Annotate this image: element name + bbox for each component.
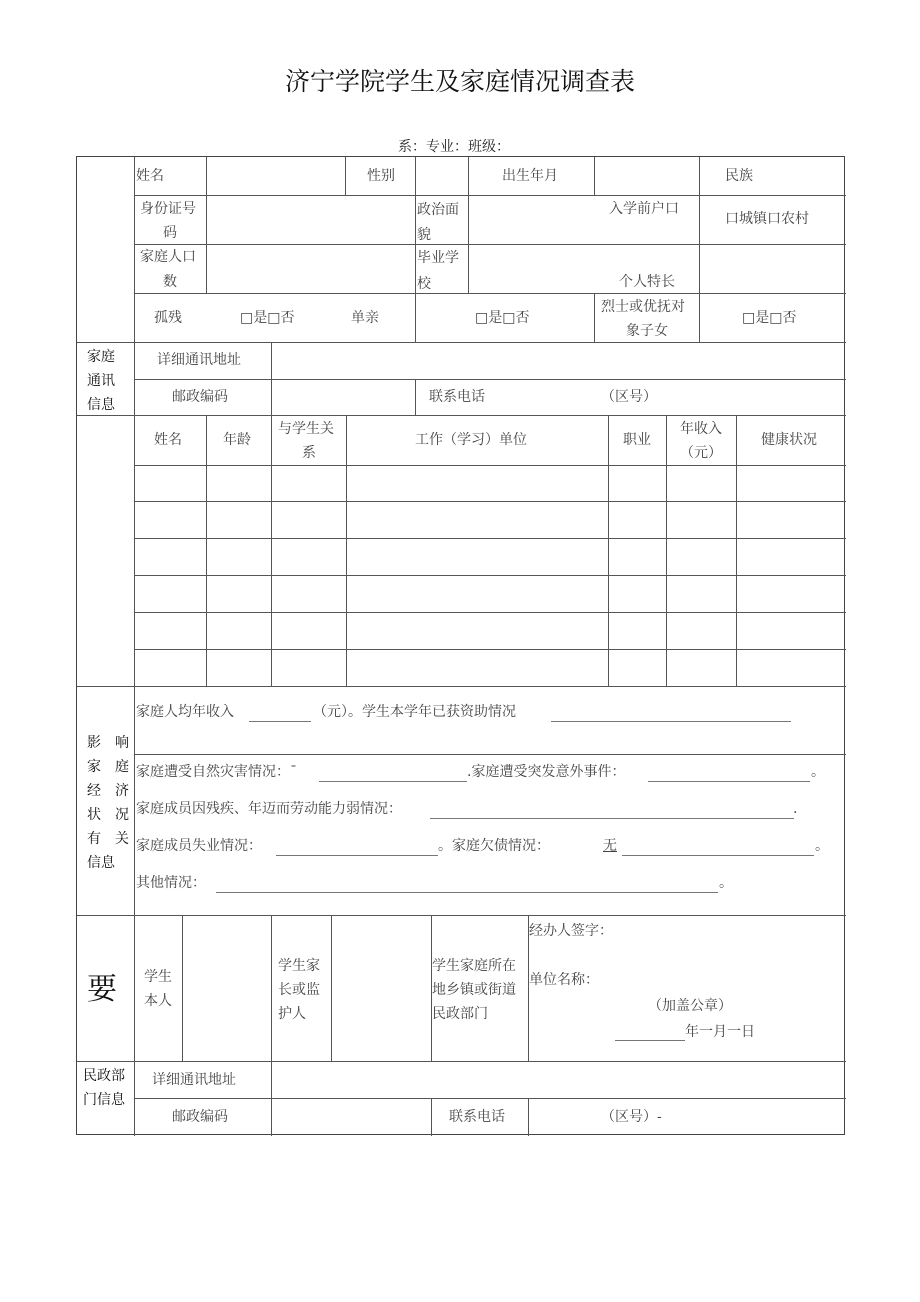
political-status-label-line1: 政治面 [417, 202, 459, 218]
civil-phone-label: 联系电话 [449, 1109, 505, 1125]
economy-section-label-line3: 经 济 [87, 783, 129, 799]
graduate-school-label-line2: 校 [417, 276, 431, 292]
accident-label: .家庭遭受突发意外事件： [467, 764, 626, 780]
illness-blank[interactable] [430, 818, 794, 819]
civil-affairs-label-line2: 地乡镇或街道 [432, 982, 516, 998]
unemployment-blank[interactable] [276, 855, 438, 856]
disaster-blank[interactable] [319, 781, 467, 782]
economy-section-label-line5: 有 关 [87, 831, 129, 847]
income-blank[interactable] [249, 721, 311, 722]
disaster-label: 家庭遭受自然灾害情况：ˉ [136, 764, 297, 780]
member-name-header: 姓名 [154, 432, 182, 448]
member-health-header: 健康状况 [761, 432, 817, 448]
phone-label: 联系电话 [429, 389, 485, 405]
civil-postcode-label: 邮政编码 [172, 1109, 228, 1125]
member-workplace-header: 工作（学习）单位 [415, 432, 527, 448]
unit-name-label: 单位名称： [529, 972, 599, 988]
address-label: 详细通讯地址 [157, 352, 241, 368]
unemployment-label: 家庭成员失业情况： [136, 838, 262, 854]
handler-signature-label: 经办人签字： [529, 923, 613, 939]
civil-address-label: 详细通讯地址 [152, 1072, 236, 1088]
single-parent-label: 单亲 [351, 310, 379, 326]
illness-label: 家庭成员因残疾、年迈而劳动能力弱情况： [136, 801, 402, 817]
economy-section-label-line1: 影 响 [87, 735, 129, 751]
single-parent-yes-no: □是□否 [475, 310, 530, 326]
survey-form [76, 156, 845, 1135]
economy-section-label-line2: 家 庭 [87, 759, 129, 775]
student-sign-label-line2: 本人 [144, 993, 172, 1009]
debt-label: 。家庭欠债情况： [438, 838, 550, 854]
civil-affairs-label-line1: 学生家庭所在 [432, 958, 516, 974]
martyr-label-line1: 烈士或优抚对 [601, 299, 685, 315]
guardian-sign-label-line1: 学生家 [278, 958, 320, 974]
date-blank[interactable] [615, 1040, 685, 1041]
contact-section-label-line1: 家庭 [87, 349, 115, 365]
economy-section-label-line4: 状 况 [87, 807, 129, 823]
martyr-yes-no: □是□否 [742, 310, 797, 326]
member-age-header: 年龄 [223, 432, 251, 448]
debt-blank[interactable] [622, 855, 814, 856]
civil-area-code-label: （区号）- [601, 1109, 662, 1125]
student-sign-label-line1: 学生 [144, 969, 172, 985]
civil-affairs-label-line3: 民政部门 [432, 1006, 488, 1022]
other-blank[interactable] [216, 892, 718, 893]
end-mark-4: 。 [719, 875, 733, 891]
end-mark-2: . [793, 801, 798, 817]
ethnicity-label: 民族 [725, 168, 753, 184]
family-size-label-line1: 家庭人口 [140, 249, 196, 265]
end-mark-1: 。 [811, 764, 825, 780]
area-code-label: （区号） [601, 389, 657, 405]
martyr-label-line2: 象子女 [626, 323, 668, 339]
date-label: 年一月一日 [685, 1024, 755, 1040]
civil-section-label-line2: 门信息 [83, 1092, 125, 1108]
political-status-label-line2: 貌 [417, 227, 431, 243]
guardian-sign-label-line3: 护人 [278, 1006, 306, 1022]
signature-section-label: 要 [87, 972, 117, 1007]
birth-date-label: 出生年月 [502, 168, 558, 184]
income-label: 家庭人均年收入 [136, 704, 234, 720]
contact-section-label-line2: 通讯 [87, 373, 115, 389]
family-size-label-line2: 数 [163, 274, 177, 290]
id-number-label-line2: 码 [163, 225, 177, 241]
member-job-header: 职业 [623, 432, 651, 448]
economy-section-label-line6: 信息 [87, 855, 115, 871]
member-income-header-line2: （元） [680, 445, 722, 461]
postcode-label: 邮政编码 [172, 389, 228, 405]
gender-label: 性别 [367, 168, 395, 184]
specialty-label: 个人特长 [619, 274, 675, 290]
seal-label: （加盖公章） [648, 998, 732, 1014]
other-label: 其他情况： [136, 875, 206, 891]
orphan-yes-no: □是□否 [240, 310, 295, 326]
guardian-sign-label-line2: 长或监 [278, 982, 320, 998]
id-number-label-line1: 身份证号 [140, 201, 196, 217]
hukou-label: 入学前户口 [609, 201, 679, 217]
member-relation-header-line1: 与学生关 [278, 421, 334, 437]
hukou-options: 口城镇口农村 [725, 211, 809, 227]
page-title: 济宁学院学生及家庭情况调查表 [284, 67, 635, 96]
orphan-label: 孤残 [154, 310, 182, 326]
accident-blank[interactable] [648, 781, 810, 782]
income-unit-and-aid-label: （元）。学生本学年已获资助情况 [313, 704, 516, 720]
member-income-header-line1: 年收入 [680, 421, 722, 437]
member-relation-header-line2: 系 [302, 445, 316, 461]
graduate-school-label-line1: 毕业学 [417, 250, 459, 266]
department-major-class: 系：专业：班级： [398, 139, 510, 155]
end-mark-3: 。 [815, 838, 829, 854]
contact-section-label-line3: 信息 [87, 397, 115, 413]
civil-section-label-line1: 民政部 [83, 1068, 125, 1084]
debt-value: 无 [603, 838, 617, 854]
name-label: 姓名 [136, 168, 164, 184]
aid-blank[interactable] [551, 721, 791, 722]
